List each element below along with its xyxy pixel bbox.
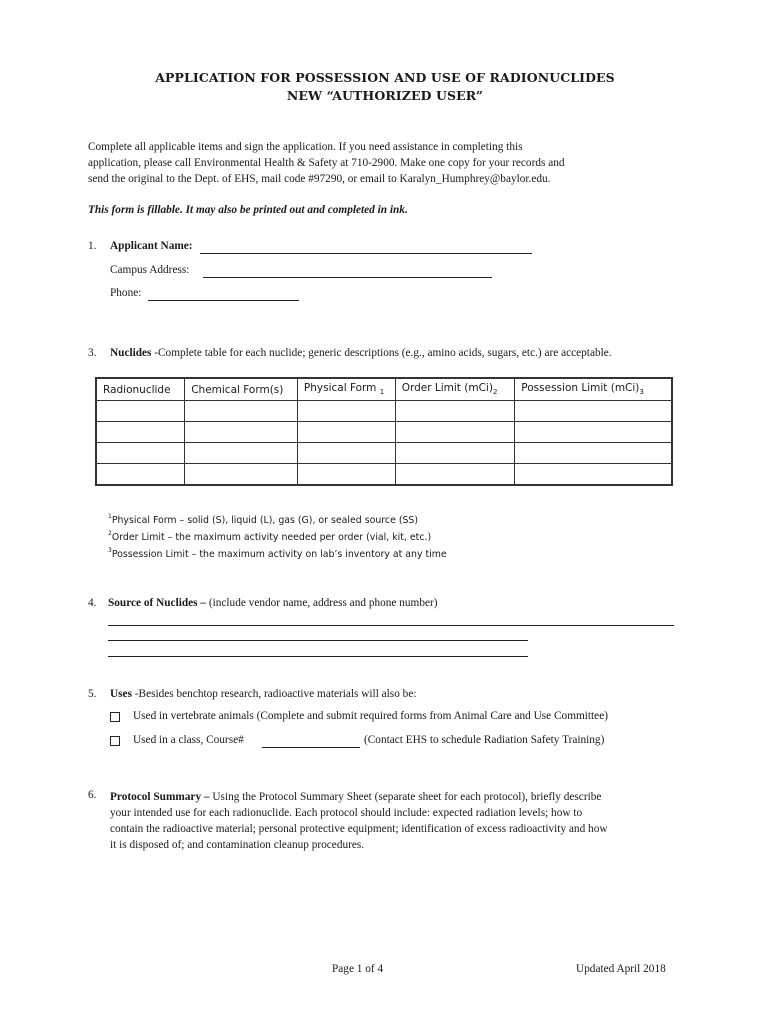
column-header-radionuclide: Radionuclide [96, 378, 185, 401]
intro-line: application, please call Environmental Health & Safety at 710-2900. Make one copy for your records and [88, 157, 565, 169]
column-header-physical-form: Physical Form $_1$ [297, 378, 395, 401]
table-row [96, 401, 672, 422]
course-number-field[interactable] [262, 747, 360, 748]
table-cell[interactable] [395, 422, 515, 443]
nuclides-label: Nuclides [110, 347, 152, 359]
intro-paragraph [88, 139, 648, 187]
nuclides-description: -Complete table for each nuclide; generic descriptions (e.g., amino acids, sugars, etc.) are acceptable. [151, 347, 612, 359]
protocol-summary-label: Protocol Summary – [110, 791, 210, 803]
footnote: $^2$Order Limit – the maximum activity needed per order (vial, kit, etc.) [108, 530, 432, 543]
protocol-summary-line: your intended use for each radionuclide. Each protocol should include: expected radiation levels; how to [110, 807, 583, 819]
class-use-label: Used in a class, Course# [133, 734, 244, 746]
table-row [96, 422, 672, 443]
source-field-line[interactable] [108, 640, 528, 641]
table-cell[interactable] [515, 464, 672, 486]
campus-address-field[interactable] [203, 277, 492, 278]
section-number: 4. [88, 597, 97, 609]
table-cell[interactable] [185, 422, 298, 443]
class-use-checkbox[interactable] [110, 736, 120, 746]
protocol-summary-line: Protocol Summary – Using the Protocol Summary Sheet (separate sheet for each protocol), briefly describe [110, 791, 602, 803]
vertebrate-animals-label: Used in vertebrate animals (Complete and submit required forms from Animal Care and Use Committee) [133, 710, 608, 722]
column-header-chemical-form: Chemical Form(s) [185, 378, 298, 401]
applicant-name-label: Applicant Name: [110, 240, 193, 252]
fillable-note: This form is fillable. It may also be printed out and completed in ink. [88, 204, 408, 216]
vertebrate-animals-checkbox[interactable] [110, 712, 120, 722]
phone-label: Phone: [110, 287, 142, 299]
class-use-note: (Contact EHS to schedule Radiation Safety Training) [364, 734, 605, 746]
section-number: 1. [88, 240, 97, 252]
footnote: $^1$Physical Form – solid (S), liquid (L), gas (G), or sealed source (SS) [108, 513, 419, 526]
uses-label: Uses [110, 688, 132, 700]
table-cell[interactable] [185, 443, 298, 464]
intro-line: send the original to the Dept. of EHS, mail code #97290, or email to Karalyn_Humphrey@baylor.edu. [88, 173, 551, 185]
table-cell[interactable] [96, 422, 185, 443]
form-subtitle: NEW “AUTHORIZED USER” [286, 88, 484, 103]
table-cell[interactable] [515, 422, 672, 443]
section-number: 5. [88, 688, 97, 700]
table-row [96, 464, 672, 486]
table-cell[interactable] [297, 443, 395, 464]
table-cell[interactable] [297, 401, 395, 422]
table-header-row [96, 378, 672, 401]
phone-field[interactable] [148, 300, 299, 301]
section-number: 3. [88, 347, 97, 359]
protocol-summary-paragraph [110, 789, 608, 853]
form-title: APPLICATION FOR POSSESSION AND USE OF RADIONUCLIDES [155, 70, 615, 85]
table-cell[interactable] [96, 464, 185, 486]
table-cell[interactable] [297, 464, 395, 486]
footnote: $^3$Possession Limit – the maximum activity on lab’s inventory at any time [108, 547, 447, 560]
uses-description: -Besides benchtop research, radioactive materials will also be: [131, 688, 417, 700]
table-cell[interactable] [515, 443, 672, 464]
source-heading [108, 597, 438, 609]
source-label: Source of Nuclides – [108, 597, 207, 609]
table-cell[interactable] [297, 422, 395, 443]
table-cell[interactable] [395, 464, 515, 486]
applicant-name-field[interactable] [200, 253, 532, 254]
table-cell[interactable] [395, 443, 515, 464]
table-cell[interactable] [96, 443, 185, 464]
protocol-summary-line: it is disposed of; and contamination cleanup procedures. [110, 839, 365, 851]
table-cell[interactable] [395, 401, 515, 422]
protocol-summary-line: contain the radioactive material; personal protective equipment; identification of excess radioactivity and how [110, 823, 608, 835]
table-row [96, 443, 672, 464]
uses-heading [110, 688, 416, 700]
column-header-possession-limit: Possession Limit $(mCi)_3$ [515, 378, 672, 401]
source-description: (include vendor name, address and phone number) [206, 597, 438, 609]
table-cell[interactable] [185, 401, 298, 422]
table-cell[interactable] [96, 401, 185, 422]
page-number: Page 1 of 4 [332, 963, 384, 975]
nuclides-table [95, 377, 673, 486]
intro-line: Complete all applicable items and sign the application. If you need assistance in completing this [88, 141, 523, 153]
nuclides-heading [110, 347, 612, 359]
source-field-line[interactable] [108, 656, 528, 657]
table-cell[interactable] [185, 464, 298, 486]
column-header-order-limit: Order Limit $(mCi)_2$ [395, 378, 515, 401]
updated-date: Updated April 2018 [576, 963, 666, 975]
source-field-line[interactable] [108, 625, 674, 626]
table-cell[interactable] [515, 401, 672, 422]
section-number: 6. [88, 789, 97, 801]
campus-address-label: Campus Address: [110, 264, 190, 276]
